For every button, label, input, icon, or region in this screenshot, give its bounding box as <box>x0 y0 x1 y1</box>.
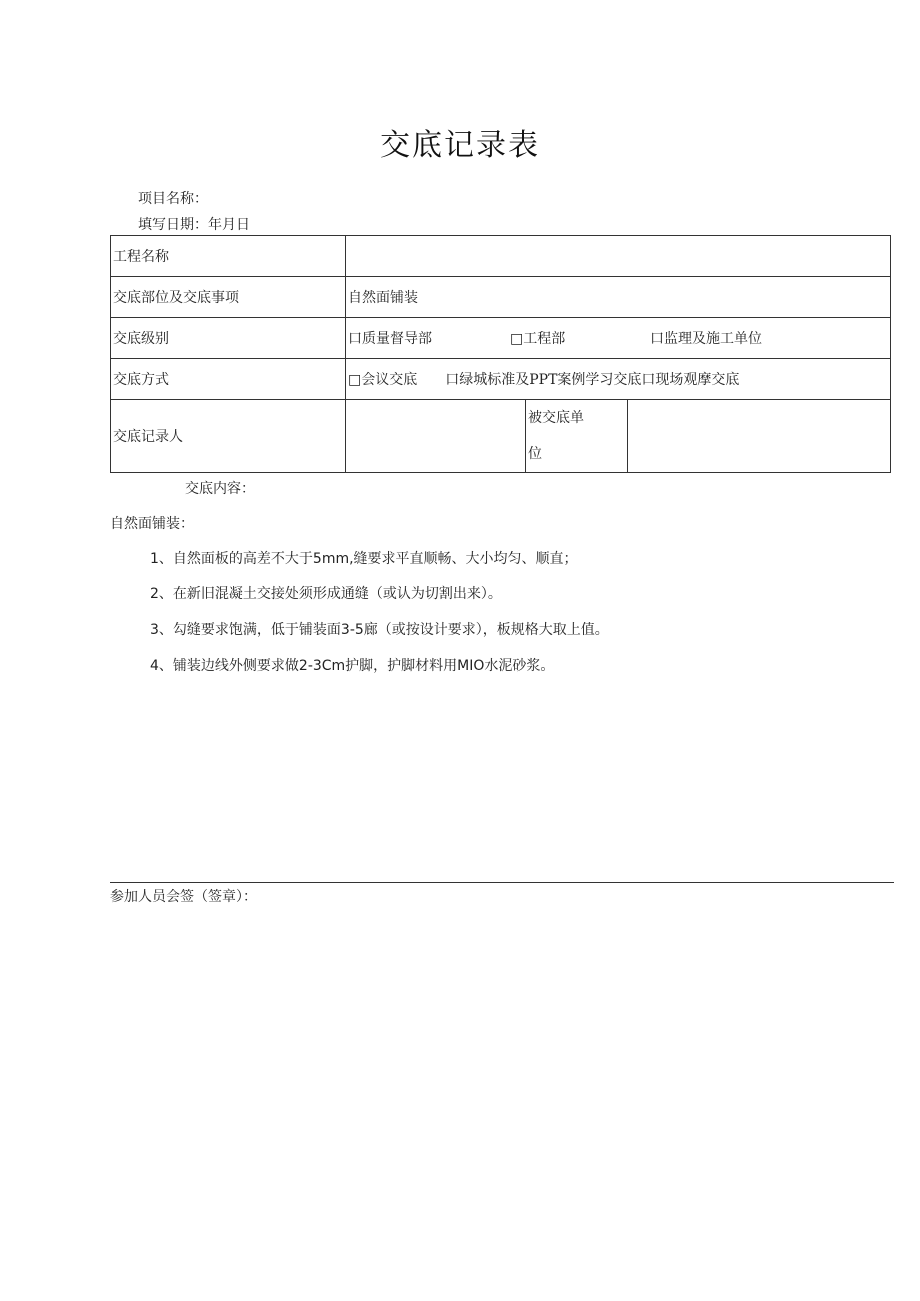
receiver-label <box>526 400 628 473</box>
method-label: 交底方式 <box>111 359 346 400</box>
level-option-engineering[interactable]: □工程部 <box>510 331 566 347</box>
table-row-project <box>111 236 891 277</box>
table-row-method <box>111 359 891 400</box>
list-item: 1、自然面板的高差不大于5mm,缝要求平直顺畅、大小均匀、顺直； <box>150 551 578 567</box>
receiver-label-line1: 被交底单 <box>528 410 584 426</box>
fill-date-label: 填写日期：年月日 <box>138 217 250 233</box>
list-item: 4、铺装边线外侧要求做2-3Cm护脚，护脚材料用MIO水泥砂浆。 <box>150 658 555 674</box>
signature-label: 参加人员会签（签章）： <box>110 889 257 905</box>
section-title: 自然面铺装： <box>110 516 194 532</box>
recorder-value <box>346 400 526 473</box>
content-label: 交底内容： <box>185 481 255 497</box>
list-item: 2、在新旧混凝土交接处须形成通缝（或认为切割出来）。 <box>150 586 502 602</box>
level-options <box>346 318 891 359</box>
record-table <box>110 235 891 473</box>
list-item: 3、勾缝要求饱满，低于铺装面3-5廊（或按设计要求），板规格大取上值。 <box>150 622 609 638</box>
method-options: □会议交底 口绿城标准及PPT案例学习交底口现场观摩交底 <box>346 359 891 400</box>
signature-divider <box>110 882 894 883</box>
part-value: 自然面铺装 <box>346 277 891 318</box>
level-label: 交底级别 <box>111 318 346 359</box>
project-label: 工程名称 <box>111 236 346 277</box>
table-row-recorder <box>111 400 891 473</box>
project-value <box>346 236 891 277</box>
part-label: 交底部位及交底事项 <box>111 277 346 318</box>
receiver-value <box>628 400 891 473</box>
receiver-label-line2: 位 <box>528 446 542 462</box>
project-name-label: 项目名称： <box>138 191 208 207</box>
recorder-label: 交底记录人 <box>111 400 346 473</box>
table-row-level <box>111 318 891 359</box>
table-row-part <box>111 277 891 318</box>
document-title: 交底记录表 <box>380 128 540 163</box>
level-option-quality[interactable]: 口质量督导部 <box>348 331 432 347</box>
level-option-supervision[interactable]: 口监理及施工单位 <box>650 331 762 347</box>
